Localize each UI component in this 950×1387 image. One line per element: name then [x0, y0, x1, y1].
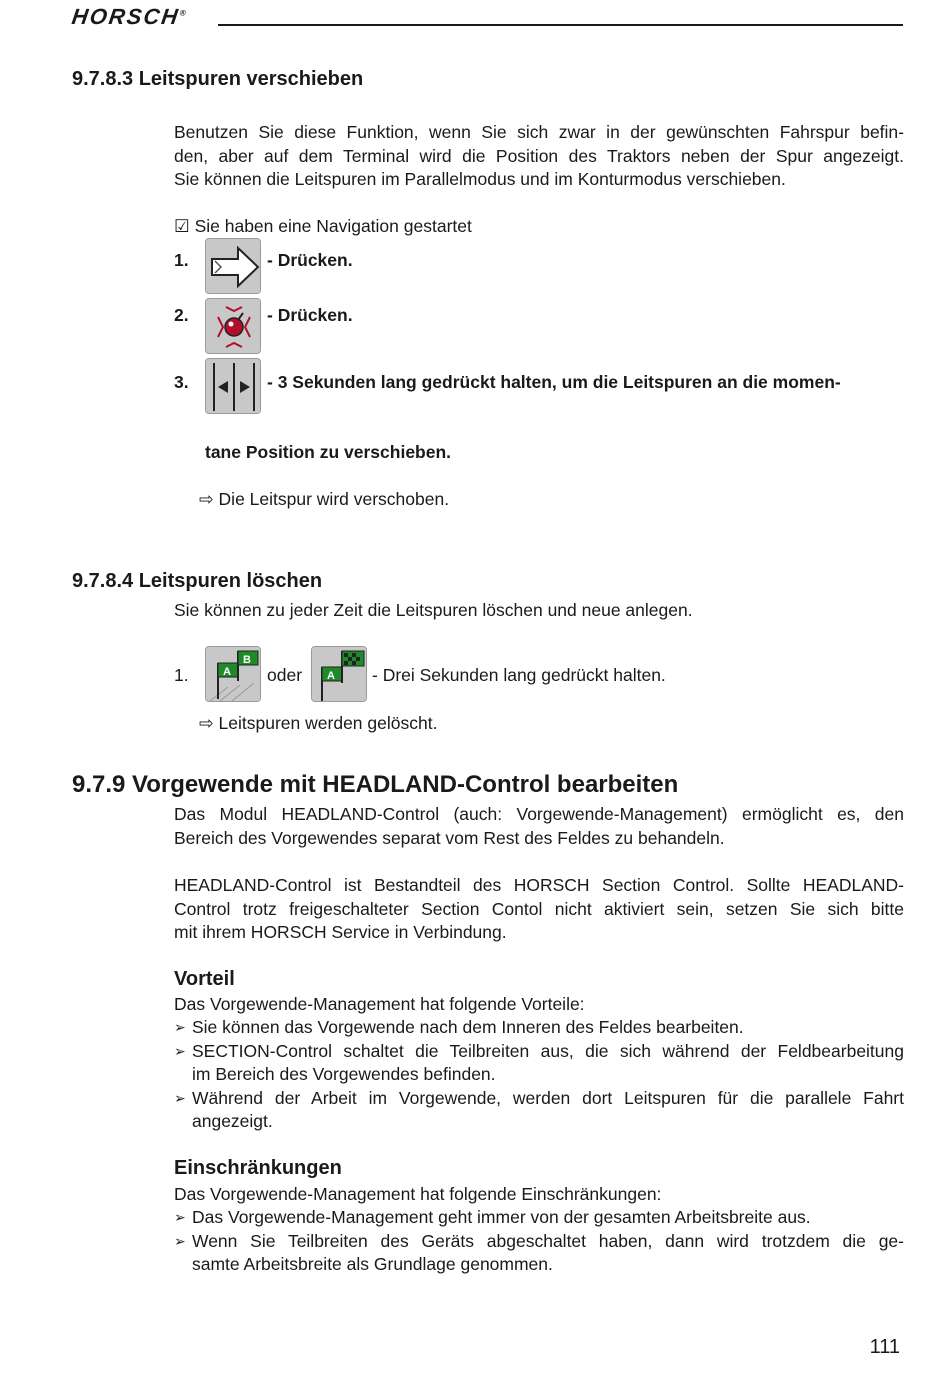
vorteil-list: [174, 1016, 904, 1134]
checkbox-icon: ☑: [174, 216, 190, 236]
svg-text:A: A: [327, 670, 335, 682]
vorteil-heading: Vorteil: [174, 968, 235, 990]
headland-paragraph-1: [174, 803, 904, 850]
step-number: 1.: [174, 665, 189, 685]
list-item: [174, 1087, 904, 1134]
einschraenkungen-heading: Einschränkungen: [174, 1157, 342, 1179]
step-number: 1.: [174, 250, 189, 270]
step-text: - Drücken.: [267, 250, 353, 270]
bullet-arrow-icon: ➢: [174, 1089, 186, 1106]
paragraph-line: mit ihrem HORSCH Service in Verbindung.: [174, 922, 507, 942]
paragraph-line: Control trotz freigeschalteter Section Contol nicht aktiviert sein, setzen Sie sich bitte: [174, 898, 904, 919]
bullet-arrow-icon: ➢: [174, 1019, 186, 1035]
section-heading-leitspuren-verschieben: 9.7.8.3 Leitspuren verschieben: [72, 68, 364, 90]
bullet-arrow-icon: ➢: [174, 1209, 186, 1225]
list-item: [174, 1040, 904, 1087]
list-item-line: Wenn Sie Teilbreiten des Geräts abgeschaltet haben, dann wird trotzdem die ge-: [192, 1230, 904, 1251]
bullet-arrow-icon: ➢: [174, 1232, 186, 1249]
registered-mark: ®: [179, 8, 187, 18]
header-rule: [218, 24, 903, 26]
step-text: - Drücken.: [267, 305, 353, 325]
page-number: 111: [869, 1336, 900, 1358]
list-item-line: SECTION-Control schaltet die Teilbreiten aus, die sich während der Feldbearbeitung: [192, 1040, 904, 1061]
paragraph-line: Bereich des Vorgewendes separat vom Rest des Feldes zu behandeln.: [174, 827, 725, 848]
list-item-line: angezeigt.: [192, 1111, 273, 1131]
step-text: - 3 Sekunden lang gedrückt halten, um die Leitspuren an die momen-: [267, 372, 841, 392]
einschraenkungen-intro: Das Vorgewende-Management hat folgende Einschränkungen:: [174, 1184, 662, 1204]
step-number: 2.: [174, 305, 189, 325]
result-arrow-icon: ⇨: [199, 489, 214, 509]
headland-paragraph-2: [174, 874, 904, 945]
vorteil-intro: Das Vorgewende-Management hat folgende Vorteile:: [174, 994, 585, 1014]
step-number: 3.: [174, 372, 189, 392]
list-item-line: Sie können das Vorgewende nach dem Inneren des Feldes bearbeiten.: [192, 1017, 744, 1037]
shift-guidance-icon[interactable]: [205, 358, 261, 414]
precondition: [174, 215, 472, 239]
result-line: [199, 712, 437, 736]
section-heading-leitspuren-loeschen: 9.7.8.4 Leitspuren löschen: [72, 570, 323, 592]
logo-text: HORSCH: [70, 4, 182, 29]
einschraenkungen-list: [174, 1206, 904, 1277]
list-item-line: samte Arbeitsbreite als Grundlage genommen.: [192, 1254, 553, 1274]
result-arrow-icon: ⇨: [199, 713, 214, 733]
bullet-arrow-icon: ➢: [174, 1042, 186, 1059]
precondition-text: Sie haben eine Navigation gestartet: [194, 216, 472, 236]
contour-flags-icon[interactable]: [311, 646, 367, 702]
or-text: oder: [267, 665, 303, 685]
paragraph-line: HEADLAND-Control ist Bestandteil des HORSCH Section Control. Sollte HEADLAND-: [174, 875, 904, 895]
paragraph-line: Das Modul HEADLAND-Control (auch: Vorgewende-Management) ermöglicht es, den: [174, 804, 904, 824]
intro-line: Benutzen Sie diese Funktion, wenn Sie sich zwar in der gewünschten Fahrspur befin-: [174, 122, 904, 142]
step-text: - Drei Sekunden lang gedrückt halten.: [372, 665, 666, 685]
result-text: Die Leitspur wird verschoben.: [218, 489, 450, 509]
section-heading-headland-control: 9.7.9 Vorgewende mit HEADLAND-Control bearbeiten: [72, 771, 679, 798]
list-item-line: Das Vorgewende-Management geht immer von der gesamten Arbeitsbreite aus.: [192, 1207, 811, 1227]
gps-target-icon[interactable]: [205, 298, 261, 354]
list-item: [174, 1016, 904, 1040]
horsch-logo: [70, 4, 187, 30]
list-item: [174, 1206, 904, 1230]
svg-text:B: B: [243, 654, 251, 666]
list-item: [174, 1230, 904, 1277]
delete-intro: Sie können zu jeder Zeit die Leitspuren löschen und neue anlegen.: [174, 600, 693, 620]
result-text: Leitspuren werden gelöscht.: [218, 713, 438, 733]
list-item-line: Während der Arbeit im Vorgewende, werden dort Leitspuren für die parallele Fahrt: [192, 1087, 904, 1108]
intro-line: den, aber auf dem Terminal wird die Position des Traktors neben der Spur angezeigt.: [174, 145, 904, 166]
list-item-line: im Bereich des Vorgewendes befinden.: [192, 1064, 496, 1084]
svg-text:A: A: [223, 666, 231, 678]
ab-flags-icon[interactable]: [205, 646, 261, 702]
arrow-right-icon[interactable]: [205, 238, 261, 294]
result-line: [199, 488, 449, 512]
step-text-continued: tane Position zu verschieben.: [205, 442, 452, 462]
intro-line: Sie können die Leitspuren im Parallelmodus und im Konturmodus verschieben.: [174, 169, 786, 189]
intro-paragraph: [174, 121, 904, 192]
